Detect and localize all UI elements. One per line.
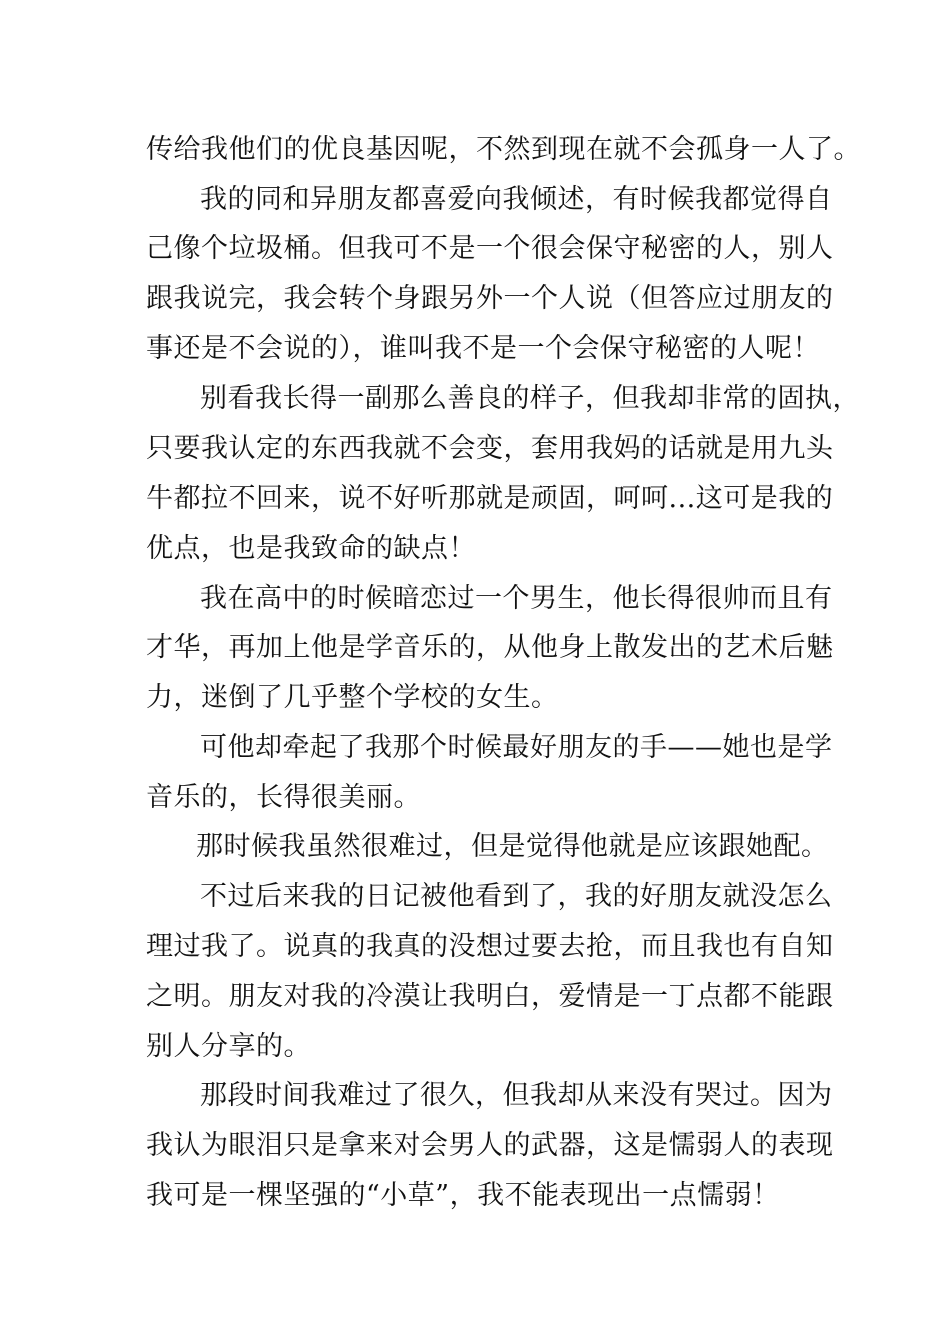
text-line: 事还是不会说的），谁叫我不是一个会保守秘密的人呢！ bbox=[146, 333, 820, 364]
text-line: 己像个垃圾桶。但我可不是一个很会保守秘密的人，别人 bbox=[146, 233, 834, 264]
text-line: 力，迷倒了几乎整个学校的女生。 bbox=[146, 682, 559, 713]
text-line: 我可是一棵坚强的“小草”，我不能表现出一点懦弱！ bbox=[146, 1180, 780, 1211]
paragraph-first-line: 可他却牵起了我那个时候最好朋友的手——她也是学 bbox=[200, 732, 833, 763]
text-line: 才华，再加上他是学音乐的，从他身上散发出的艺术后魅 bbox=[146, 632, 834, 663]
text-line: 传给我他们的优良基因呢，不然到现在就不会孤身一人了。 bbox=[146, 134, 861, 165]
text-line: 牛都拉不回来，说不好听那就是顽固，呵呵...这可是我的 bbox=[146, 483, 834, 514]
text-line: 音乐的，长得很美丽。 bbox=[146, 782, 421, 813]
text-line: 之明。朋友对我的冷漠让我明白，爱情是一丁点都不能跟 bbox=[146, 981, 834, 1012]
paragraph-first-line: 那段时间我难过了很久，但我却从来没有哭过。因为 bbox=[200, 1080, 833, 1111]
text-line: 别人分享的。 bbox=[146, 1031, 311, 1062]
text-line: 我认为眼泪只是拿来对会男人的武器，这是懦弱人的表现 bbox=[146, 1130, 834, 1161]
text-line: 只要我认定的东西我就不会变，套用我妈的话就是用九头 bbox=[146, 433, 834, 464]
paragraph-first-line: 我在高中的时候暗恋过一个男生，他长得很帅而且有 bbox=[200, 583, 833, 614]
text-line: 跟我说完，我会转个身跟另外一个人说（但答应过朋友的 bbox=[146, 283, 834, 314]
paragraph-first-line: 那时候我虽然很难过，但是觉得他就是应该跟她配。 bbox=[196, 831, 829, 862]
text-line: 优点，也是我致命的缺点！ bbox=[146, 533, 476, 564]
paragraph-first-line: 我的同和异朋友都喜爱向我倾述，有时候我都觉得自 bbox=[200, 184, 833, 215]
paragraph-first-line: 不过后来我的日记被他看到了，我的好朋友就没怎么 bbox=[200, 881, 833, 912]
paragraph-first-line: 别看我长得一副那么善良的样子，但我却非常的固执， bbox=[200, 383, 860, 414]
text-line: 理过我了。说真的我真的没想过要去抢，而且我也有自知 bbox=[146, 931, 834, 962]
